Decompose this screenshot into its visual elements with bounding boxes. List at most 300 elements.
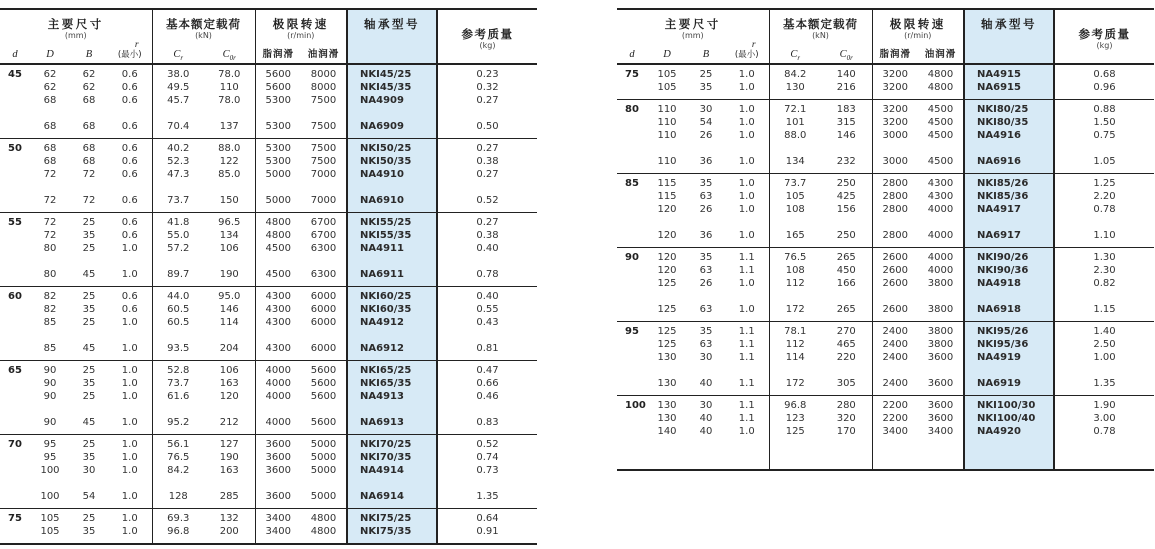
cell-cr: 55.0 — [167, 230, 190, 241]
cell-mass: 0.23 — [437, 64, 537, 81]
cell-mass: 0.52 — [476, 195, 499, 206]
cell-B: 30 — [687, 100, 725, 117]
cell-oil — [301, 403, 347, 416]
cell-D — [647, 364, 687, 377]
cell-r: 1.0 — [725, 303, 769, 322]
cell-oil: 5600 — [310, 378, 337, 389]
cell-model: NA6913 — [347, 416, 437, 435]
header-bearing-model — [347, 9, 437, 64]
cell-r — [108, 403, 152, 416]
cell-mass: 1.30 — [1054, 248, 1154, 265]
cell-grease: 4300 — [265, 317, 291, 328]
cell-d — [617, 377, 647, 396]
cell-c0r — [204, 329, 255, 342]
cell-model: NA4919 — [964, 351, 1054, 364]
cell-D: 105 — [30, 509, 70, 526]
cell-d — [617, 451, 647, 470]
table-row — [617, 81, 1154, 100]
cell-mass: 2.50 — [1093, 339, 1116, 350]
cell-d — [0, 194, 30, 213]
cell-cr: 56.1 — [152, 435, 204, 452]
cell-oil: 6000 — [301, 287, 347, 304]
cell-grease: 2400 — [882, 352, 908, 363]
cell-d — [617, 303, 647, 322]
cell-mass: 0.27 — [476, 95, 499, 106]
cell-mass: 0.46 — [476, 391, 499, 402]
cell-D: 120 — [657, 204, 677, 215]
cell-r — [725, 438, 769, 451]
cell-oil: 3600 — [927, 413, 954, 424]
cell-r — [108, 329, 152, 342]
header-unit-kg: (kg) — [479, 41, 496, 50]
cell-c0r: 270 — [821, 322, 872, 339]
cell-c0r: 95.0 — [204, 287, 255, 304]
cell-r — [108, 181, 152, 194]
cell-d: 95 — [617, 322, 647, 339]
spacer-row — [0, 477, 537, 490]
cell-cr: 60.5 — [167, 304, 190, 315]
header-main-dimensions-title: 主要尺寸 — [47, 17, 104, 31]
table-row — [0, 64, 537, 81]
cell-r: 0.6 — [108, 81, 152, 94]
cell-model: NA4917 — [964, 203, 1054, 216]
cell-model: NA6911 — [347, 268, 437, 287]
cell-model: NKI100/40 — [964, 412, 1054, 425]
table-row — [0, 94, 537, 107]
cell-d — [0, 229, 30, 242]
cell-B: 26 — [699, 278, 713, 289]
cell-r: 1.1 — [725, 351, 769, 364]
cell-mass — [1054, 438, 1154, 451]
cell-c0r: 114 — [204, 316, 255, 329]
cell-B: 45 — [82, 343, 96, 354]
cell-cr — [152, 255, 204, 268]
cell-cr: 114 — [785, 352, 805, 363]
cell-r — [725, 290, 769, 303]
cell-grease: 4000 — [265, 378, 291, 389]
cell-r: 0.6 — [108, 139, 152, 156]
cell-r: 1.0 — [725, 129, 769, 142]
cell-cr — [769, 451, 821, 470]
cell-d — [0, 490, 30, 509]
cell-d — [617, 229, 647, 248]
cell-mass: 0.27 — [437, 139, 537, 156]
cell-model: NA4914 — [347, 464, 437, 477]
cell-oil: 6700 — [310, 230, 337, 241]
cell-model: NKI75/35 — [347, 525, 437, 544]
cell-mass: 0.66 — [476, 378, 499, 389]
cell-mass: 1.00 — [1093, 352, 1116, 363]
header-reference-mass — [1054, 9, 1154, 64]
cell-r: 1.0 — [108, 390, 152, 403]
cell-B: 54 — [82, 491, 96, 502]
cell-c0r: 88.0 — [204, 139, 255, 156]
cell-model — [347, 181, 437, 194]
cell-c0r: 85.0 — [204, 168, 255, 181]
cell-c0r: 265 — [821, 303, 872, 322]
cell-c0r — [204, 255, 255, 268]
cell-r: 1.0 — [108, 509, 152, 526]
cell-mass — [437, 107, 537, 120]
cell-grease — [255, 403, 301, 416]
cell-B: 35 — [687, 174, 725, 191]
cell-oil: 4500 — [918, 100, 964, 117]
cell-B: 68 — [82, 121, 96, 132]
cell-r — [725, 142, 769, 155]
spacer-row — [0, 255, 537, 268]
cell-oil: 4000 — [927, 230, 954, 241]
cell-mass: 0.27 — [437, 213, 537, 230]
cell-cr: 105 — [785, 191, 805, 202]
header-col-oil: 油润滑 — [301, 41, 347, 64]
cell-D: 125 — [647, 322, 687, 339]
header-col-r-min: r (最小) — [108, 41, 152, 64]
cell-d — [0, 451, 30, 464]
cell-mass — [437, 403, 537, 416]
cell-cr: 96.8 — [167, 526, 190, 537]
cell-oil — [301, 181, 347, 194]
cell-oil: 7500 — [301, 139, 347, 156]
cell-c0r — [204, 477, 255, 490]
cell-c0r: 120 — [204, 390, 255, 403]
table-row — [0, 168, 537, 181]
cell-mass: 0.73 — [476, 465, 499, 476]
cell-mass: 0.91 — [476, 526, 499, 537]
cell-c0r — [821, 438, 872, 451]
cell-c0r — [821, 364, 872, 377]
cell-c0r: 200 — [204, 525, 255, 544]
cell-B: 36 — [699, 230, 713, 241]
cell-cr: 89.7 — [167, 269, 190, 280]
table-row — [0, 435, 537, 452]
cell-oil — [918, 438, 964, 451]
cell-B: 30 — [82, 465, 96, 476]
cell-d — [617, 277, 647, 290]
cell-model: NKI80/25 — [964, 100, 1054, 117]
cell-c0r: 110 — [204, 81, 255, 94]
cell-d — [0, 342, 30, 361]
cell-cr — [152, 181, 204, 194]
cell-mass: 0.74 — [476, 452, 499, 463]
cell-B: 25 — [70, 509, 108, 526]
cell-r: 1.0 — [108, 464, 152, 477]
cell-D: 68 — [43, 95, 57, 106]
cell-model: NKI95/26 — [964, 322, 1054, 339]
spacer-row — [0, 329, 537, 342]
cell-oil: 4000 — [927, 265, 954, 276]
cell-model: NKI70/25 — [347, 435, 437, 452]
cell-oil: 3800 — [927, 339, 954, 350]
cell-grease: 2800 — [882, 204, 908, 215]
cell-grease: 5600 — [255, 64, 301, 81]
cell-d — [0, 255, 30, 268]
cell-model: NKI55/25 — [347, 213, 437, 230]
cell-D — [647, 216, 687, 229]
cell-B: 68 — [82, 95, 96, 106]
cell-cr: 112 — [785, 339, 805, 350]
cell-mass: 0.83 — [476, 417, 499, 428]
cell-c0r: 465 — [821, 338, 872, 351]
cell-model: NA4910 — [347, 168, 437, 181]
cell-B: 62 — [82, 82, 96, 93]
cell-B — [70, 329, 108, 342]
cell-cr: 134 — [785, 156, 805, 167]
cell-d — [617, 203, 647, 216]
cell-oil: 7500 — [310, 156, 337, 167]
cell-model — [964, 438, 1054, 451]
header-bearing-model-title: 轴承型号 — [981, 17, 1037, 31]
cell-model: NKI85/36 — [964, 190, 1054, 203]
cell-D: 90 — [43, 417, 57, 428]
cell-oil: 6000 — [310, 317, 337, 328]
cell-oil — [918, 142, 964, 155]
cell-d: 45 — [0, 64, 30, 81]
cell-grease: 2800 — [882, 191, 908, 202]
cell-D: 110 — [647, 100, 687, 117]
cell-model: NKI65/35 — [347, 377, 437, 390]
cell-grease: 3200 — [882, 82, 908, 93]
header-bearing-model-title: 轴承型号 — [364, 17, 420, 31]
cell-d — [0, 168, 30, 181]
cell-model — [964, 364, 1054, 377]
cell-B: 30 — [699, 352, 713, 363]
header-basic-load-title: 基本额定载荷 — [783, 17, 858, 31]
cell-mass — [1054, 216, 1154, 229]
table-row — [617, 303, 1154, 322]
cell-r: 0.6 — [108, 94, 152, 107]
header-limit-speed — [255, 9, 347, 41]
cell-cr: 57.2 — [167, 243, 190, 254]
cell-oil: 3600 — [927, 352, 954, 363]
header-col-cr: $C_r$ — [152, 41, 204, 64]
cell-model: NA6917 — [964, 229, 1054, 248]
cell-B — [687, 438, 725, 451]
cell-grease — [872, 216, 918, 229]
cell-cr: 52.3 — [167, 156, 190, 167]
cell-D: 100 — [40, 465, 60, 476]
cell-mass: 0.32 — [476, 82, 499, 93]
cell-c0r: 183 — [821, 100, 872, 117]
table-row — [617, 116, 1154, 129]
cell-model — [964, 216, 1054, 229]
cell-oil: 3600 — [918, 396, 964, 413]
cell-cr: 72.1 — [769, 100, 821, 117]
cell-D: 68 — [43, 121, 57, 132]
cell-d — [617, 425, 647, 438]
cell-mass: 0.38 — [476, 230, 499, 241]
cell-grease: 5300 — [265, 121, 291, 132]
cell-r: 1.0 — [108, 268, 152, 287]
header-unit-rmin: (r/min) — [904, 31, 932, 40]
cell-c0r: 163 — [204, 377, 255, 390]
cell-oil: 8000 — [301, 64, 347, 81]
cell-mass: 1.40 — [1054, 322, 1154, 339]
cell-d — [617, 438, 647, 451]
cell-cr: 47.3 — [167, 169, 190, 180]
cell-grease: 4300 — [265, 343, 291, 354]
cell-B: 68 — [82, 156, 96, 167]
cell-model: NKI65/25 — [347, 361, 437, 378]
cell-model: NKI80/35 — [964, 116, 1054, 129]
cell-r: 1.0 — [108, 490, 152, 509]
cell-D — [647, 142, 687, 155]
cell-cr: 123 — [785, 413, 805, 424]
cell-r: 1.0 — [108, 316, 152, 329]
cell-d — [617, 264, 647, 277]
cell-D: 110 — [657, 117, 677, 128]
cell-D: 115 — [647, 174, 687, 191]
cell-mass: 0.40 — [437, 287, 537, 304]
table-row — [0, 464, 537, 477]
cell-mass: 0.38 — [476, 156, 499, 167]
cell-D: 72 — [43, 169, 57, 180]
header-bearing-model — [964, 9, 1054, 64]
cell-oil: 4500 — [927, 130, 954, 141]
header-col-cr: $C_r$ — [769, 41, 821, 64]
table-row — [617, 248, 1154, 265]
cell-grease: 2600 — [882, 278, 908, 289]
cell-cr: 52.8 — [152, 361, 204, 378]
cell-d — [0, 464, 30, 477]
cell-oil: 5600 — [301, 361, 347, 378]
cell-r: 1.1 — [725, 264, 769, 277]
cell-oil: 5000 — [301, 435, 347, 452]
cell-grease: 4000 — [265, 391, 291, 402]
table-row — [617, 351, 1154, 364]
cell-B: 54 — [699, 117, 713, 128]
header-col-r-min: r (最小) — [725, 41, 769, 64]
cell-D: 82 — [30, 287, 70, 304]
cell-r: 1.0 — [108, 377, 152, 390]
cell-d: 55 — [0, 213, 30, 230]
cell-D: 62 — [30, 64, 70, 81]
cell-oil: 5000 — [310, 491, 337, 502]
bearing-table-right-body — [617, 64, 1154, 470]
cell-oil: 7000 — [310, 169, 337, 180]
cell-grease: 4000 — [255, 361, 301, 378]
cell-oil: 5000 — [310, 452, 337, 463]
cell-r: 0.6 — [108, 303, 152, 316]
cell-B: 26 — [699, 130, 713, 141]
cell-B: 25 — [82, 391, 96, 402]
cell-c0r: 170 — [821, 425, 872, 438]
cell-D: 90 — [43, 378, 57, 389]
cell-oil — [918, 364, 964, 377]
cell-oil: 4800 — [310, 526, 337, 537]
cell-model: NKI90/36 — [964, 264, 1054, 277]
cell-oil — [918, 290, 964, 303]
cell-oil: 7500 — [310, 95, 337, 106]
cell-cr: 78.1 — [769, 322, 821, 339]
table-row — [0, 361, 537, 378]
cell-mass: 0.64 — [437, 509, 537, 526]
cell-B: 35 — [82, 304, 96, 315]
cell-model — [347, 329, 437, 342]
cell-r: 1.0 — [108, 525, 152, 544]
cell-mass: 0.88 — [1054, 100, 1154, 117]
cell-model: NA6909 — [347, 120, 437, 139]
cell-d — [0, 107, 30, 120]
cell-D: 110 — [657, 156, 677, 167]
cell-D — [647, 451, 687, 470]
cell-oil: 4500 — [927, 117, 954, 128]
cell-c0r: 450 — [821, 264, 872, 277]
cell-d — [0, 316, 30, 329]
cell-grease: 3400 — [265, 526, 291, 537]
cell-grease: 4000 — [265, 417, 291, 428]
cell-grease: 5000 — [265, 169, 291, 180]
cell-d — [0, 477, 30, 490]
table-row — [0, 213, 537, 230]
cell-B: 35 — [82, 452, 96, 463]
cell-r: 0.6 — [108, 213, 152, 230]
cell-grease: 3200 — [872, 64, 918, 81]
cell-c0r: 280 — [821, 396, 872, 413]
cell-D: 105 — [40, 526, 60, 537]
cell-B: 25 — [70, 435, 108, 452]
cell-B: 26 — [699, 204, 713, 215]
cell-c0r: 232 — [821, 155, 872, 174]
cell-cr: 172 — [785, 378, 805, 389]
header-main-dimensions — [0, 9, 152, 41]
cell-d — [617, 216, 647, 229]
cell-model: NA6918 — [964, 303, 1054, 322]
cell-grease: 2400 — [882, 378, 908, 389]
cell-cr: 128 — [168, 491, 188, 502]
cell-grease: 2200 — [872, 396, 918, 413]
cell-B — [687, 451, 725, 470]
spacer-row — [617, 290, 1154, 303]
header-col-c0r: $C_{0r}$ — [821, 41, 872, 64]
header-col-grease: 脂润滑 — [255, 41, 301, 64]
cell-grease: 2400 — [882, 339, 908, 350]
spacer-row — [617, 451, 1154, 470]
cell-d: 70 — [0, 435, 30, 452]
cell-D: 105 — [647, 64, 687, 81]
cell-B: 25 — [70, 361, 108, 378]
cell-grease: 5300 — [265, 156, 291, 167]
cell-D: 85 — [43, 317, 57, 328]
cell-model: NA6915 — [964, 81, 1054, 100]
cell-B: 72 — [82, 169, 96, 180]
cell-mass: 0.50 — [476, 121, 499, 132]
cell-c0r: 134 — [204, 229, 255, 242]
cell-r — [725, 451, 769, 470]
cell-cr — [152, 477, 204, 490]
cell-mass: 0.82 — [1093, 278, 1116, 289]
cell-B: 25 — [687, 64, 725, 81]
cell-mass: 0.68 — [1054, 64, 1154, 81]
cell-oil — [301, 107, 347, 120]
cell-grease: 3600 — [265, 465, 291, 476]
cell-cr: 76.5 — [769, 248, 821, 265]
cell-mass: 0.40 — [476, 243, 499, 254]
cell-oil: 6300 — [310, 243, 337, 254]
header-col-D: D — [647, 41, 687, 64]
cell-grease: 4500 — [265, 243, 291, 254]
table-row — [0, 139, 537, 156]
table-row — [0, 81, 537, 94]
cell-oil: 7500 — [310, 121, 337, 132]
cell-c0r: 146 — [204, 303, 255, 316]
cell-mass — [1054, 451, 1154, 470]
table-row — [0, 490, 537, 509]
cell-model: NKI50/25 — [347, 139, 437, 156]
cell-mass: 2.20 — [1093, 191, 1116, 202]
cell-mass: 0.81 — [476, 343, 499, 354]
cell-mass: 1.15 — [1093, 304, 1116, 315]
cell-model: NA4911 — [347, 242, 437, 255]
